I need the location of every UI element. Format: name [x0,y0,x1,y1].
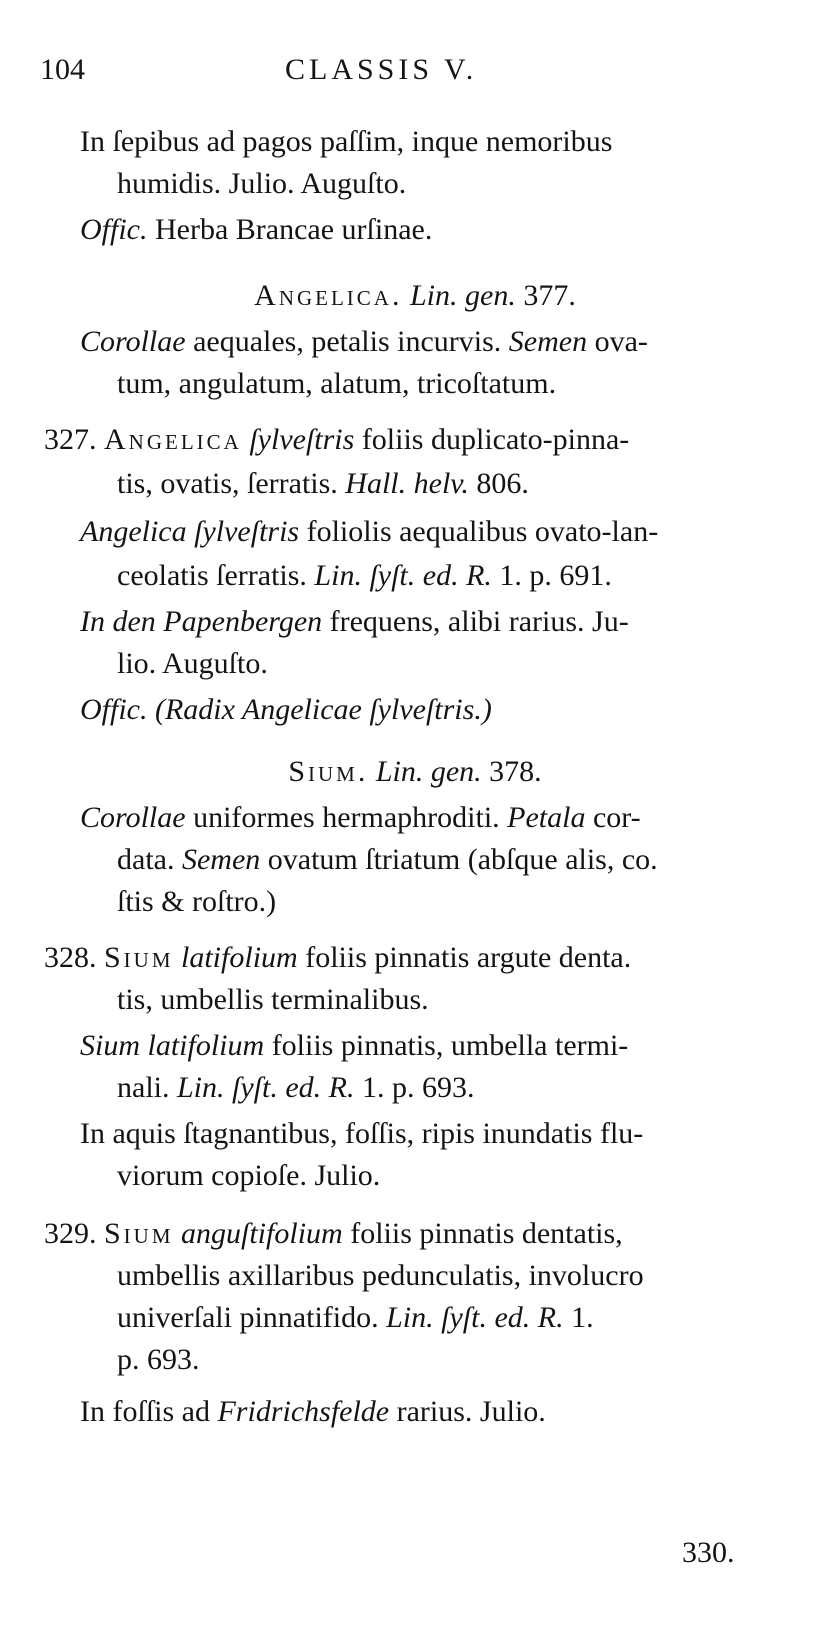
text-line [44,938,631,978]
text-segment: foliis pinnatis argute denta. [297,941,632,974]
text-line [117,556,612,596]
text-segment: Angelica [104,423,242,456]
text-segment: Corollae [80,801,186,834]
text-segment: foliis pinnatis, umbella termi- [264,1029,629,1062]
text-line [80,322,648,362]
text-segment: cor- [585,801,641,834]
text-segment: In ſepibus ad pagos paſſim, inque nemoribus [80,125,613,158]
text-line [0,276,830,316]
text-line [44,1214,623,1254]
text-segment: frequens, alibi rarius. Ju- [322,605,629,638]
text-line [44,420,629,460]
page-number: 104 [40,53,85,86]
text-line [80,602,629,642]
text-segment: Corollae [80,325,186,358]
text-line [117,840,658,880]
text-line [117,1068,474,1108]
text-segment: Lin. gen. [402,279,516,312]
text-segment: aequales, petalis incurvis. [185,325,509,358]
text-segment: Petala [507,801,586,834]
text-line [117,464,529,504]
text-segment: Hall. helv. [345,467,469,500]
text-segment: ova- [587,325,648,358]
text-line [80,690,492,730]
text-segment: In aquis ſtagnantibus, foſſis, ripis inundatis flu- [80,1117,644,1150]
text-segment: viorum copioſe. Julio. [117,1159,381,1192]
text-segment: Angelica. [254,279,403,312]
text-segment: 1. p. 691. [491,559,612,592]
text-segment: univerſali pinnatifido. [117,1301,387,1334]
text-line [117,1298,594,1338]
text-line [80,1392,546,1432]
text-segment: humidis. Julio. Auguſto. [117,167,407,200]
text-line [117,364,556,404]
text-segment: Lin. ſyſt. ed. R. [314,559,492,592]
text-segment: Lin. ſyſt. ed. R. [177,1071,355,1104]
text-line [80,1026,628,1066]
text-segment: 1. [563,1301,594,1334]
text-segment: Herba Brancae urſinae. [147,213,433,246]
text-segment: tis, ovatis, ſerratis. [117,467,346,500]
text-segment: Semen [508,325,588,358]
text-segment: ceolatis ſerratis. [117,559,315,592]
text-line [80,798,641,838]
text-segment: lio. Auguſto. [117,647,268,680]
text-line [80,1114,643,1154]
text-segment: In foſſis ad [80,1395,218,1428]
text-segment: 378. [481,755,542,788]
text-segment: Offic. (Radix Angelicae ſylveſtris.) [80,693,492,726]
text-segment: anguſtifolium [173,1217,343,1250]
text-segment: nali. [117,1071,177,1104]
text-segment: Lin. gen. [368,755,482,788]
catchword: 330. [682,1536,735,1569]
text-segment: ſylveſtris [241,423,355,456]
text-segment: Offic. [80,213,148,246]
text-segment: foliis pinnatis dentatis, [342,1217,623,1250]
text-segment: 377. [515,279,576,312]
text-line [80,122,612,162]
text-line [117,882,276,922]
running-title: CLASSIS V. [285,53,478,86]
text-segment: ovatum ſtriatum (abſque alis, co. [260,843,658,876]
text-line [117,1156,380,1196]
text-segment: 329. [44,1217,104,1250]
text-segment: 327. [44,423,104,456]
text-segment: Sium [104,941,174,974]
text-segment: Sium. [288,755,369,788]
text-segment: Fridrichsfelde [217,1395,390,1428]
text-line [117,1340,200,1380]
text-segment: In den Papenbergen [80,605,323,638]
text-segment: latifolium [173,941,298,974]
text-segment: 806. [468,467,529,500]
text-segment: tum, angulatum, alatum, tricoſtatum. [117,367,557,400]
text-segment: uniformes hermaphroditi. [185,801,508,834]
text-segment: 328. [44,941,104,974]
text-segment: foliolis aequalibus ovato-lan- [299,515,659,548]
text-line [117,644,268,684]
text-segment: ſtis & roſtro.) [117,885,277,918]
text-line [80,512,658,552]
text-segment: Semen [181,843,261,876]
text-segment: rarius. Julio. [389,1395,546,1428]
text-segment: p. 693. [117,1343,200,1376]
text-line [117,980,429,1020]
text-line [117,164,406,204]
text-segment: Angelica ſylveſtris [80,515,300,548]
text-line [80,210,432,250]
text-segment: foliis duplicato-pinna- [354,423,630,456]
text-segment: Sium [104,1217,174,1250]
text-segment: Lin. ſyſt. ed. R. [386,1301,564,1334]
text-segment: umbellis axillaribus pedunculatis, involucro [117,1259,644,1292]
text-segment: tis, umbellis terminalibus. [117,983,429,1016]
text-segment: 1. p. 693. [354,1071,475,1104]
text-line [0,752,830,792]
text-segment: Sium latifolium [80,1029,265,1062]
text-segment: data. [117,843,182,876]
text-line [117,1256,644,1296]
